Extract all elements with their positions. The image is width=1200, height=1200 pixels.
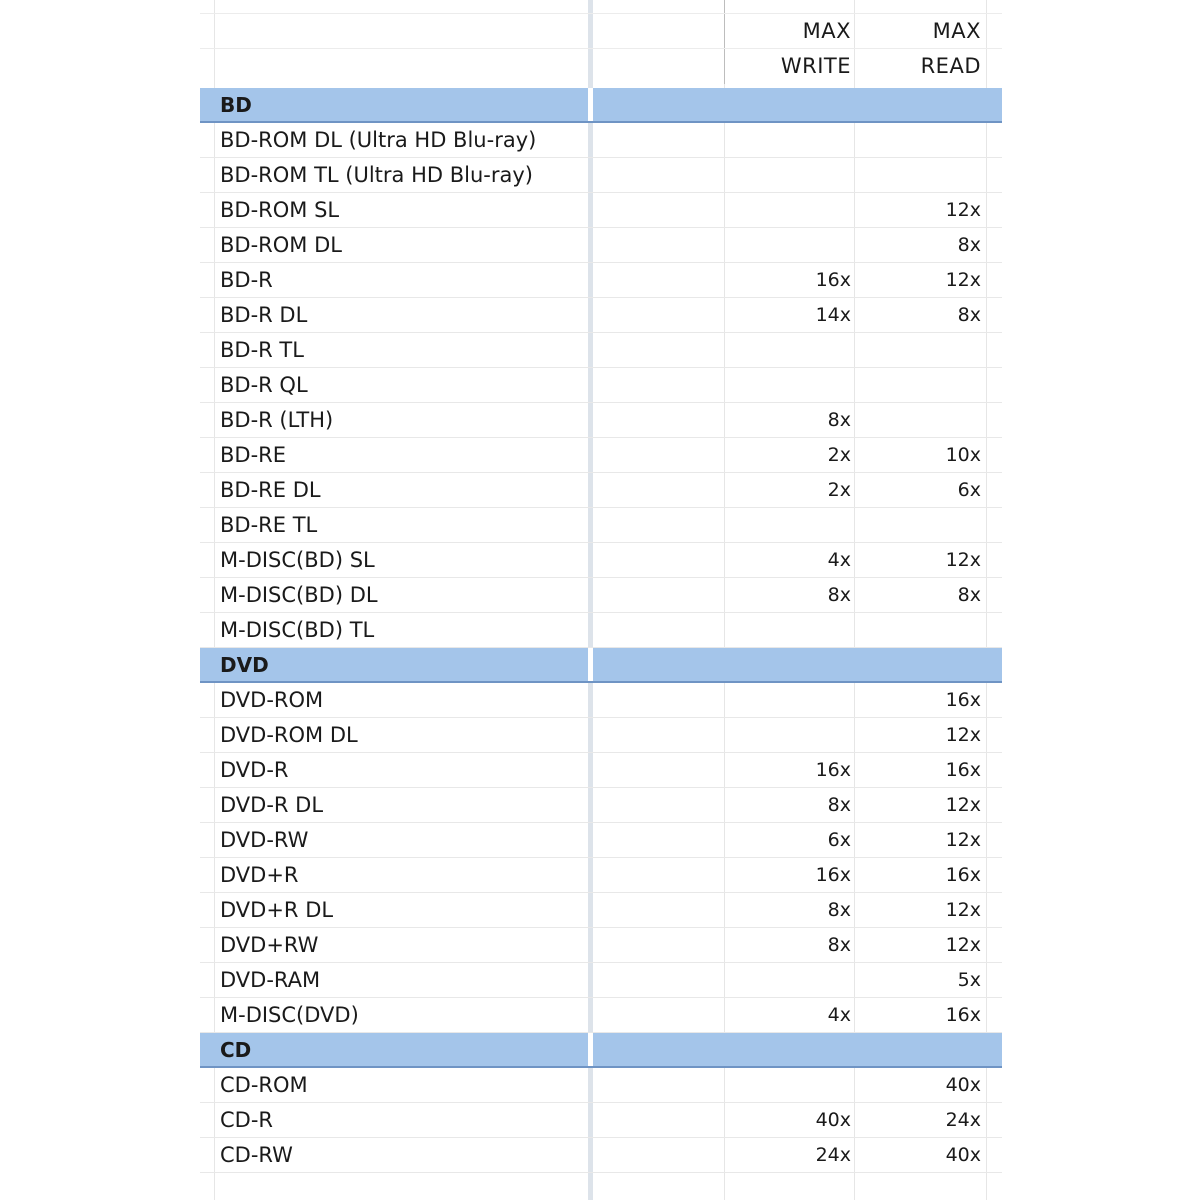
media-type-cell: BD-R: [220, 268, 273, 292]
table-row: [200, 613, 1002, 648]
media-type-cell: BD-ROM DL (Ultra HD Blu-ray): [220, 128, 537, 152]
table-row: [200, 928, 1002, 963]
max-write-cell: 4x: [827, 1004, 851, 1026]
media-type-cell: DVD+RW: [220, 933, 319, 957]
table-row: [200, 508, 1002, 543]
max-read-cell: 8x: [957, 234, 981, 256]
max-read-cell: 12x: [945, 724, 981, 746]
media-type-cell: DVD-ROM: [220, 688, 324, 712]
media-type-cell: BD-R TL: [220, 338, 304, 362]
media-type-cell: BD-RE TL: [220, 513, 318, 537]
max-write-cell: [725, 333, 851, 368]
table-row: [200, 403, 1002, 438]
max-read-cell: [855, 123, 981, 158]
table-row: [200, 438, 1002, 473]
max-read-cell: [855, 613, 981, 648]
max-write-cell: [725, 88, 851, 123]
max-write-cell: [725, 193, 851, 228]
media-type-cell: BD-R QL: [220, 373, 308, 397]
max-write-cell: [725, 613, 851, 648]
max-write-cell: 6x: [827, 829, 851, 851]
media-type-cell: BD-R (LTH): [220, 408, 334, 432]
max-read-cell: 12x: [945, 934, 981, 956]
max-read-cell: 8x: [957, 304, 981, 326]
table-row: [200, 893, 1002, 928]
table-row: [200, 718, 1002, 753]
table-row: [200, 753, 1002, 788]
section-title: BD: [220, 93, 252, 117]
table-row: [200, 998, 1002, 1033]
max-write-cell: [725, 963, 851, 998]
table-row: [200, 578, 1002, 613]
max-write-cell: [725, 368, 851, 403]
max-read-cell: 12x: [945, 549, 981, 571]
max-read-cell: 12x: [945, 899, 981, 921]
max-write-cell: 2x: [827, 444, 851, 466]
max-write-cell: 4x: [827, 549, 851, 571]
max-read-cell: 12x: [945, 794, 981, 816]
max-read-cell: 10x: [945, 444, 981, 466]
max-write-cell: 40x: [815, 1109, 851, 1131]
media-type-cell: CD-ROM: [220, 1073, 308, 1097]
max-read-cell: [855, 88, 981, 123]
table-row: [200, 123, 1002, 158]
max-read-cell: 40x: [945, 1144, 981, 1166]
max-write-cell: [725, 718, 851, 753]
max-write-cell: 8x: [827, 584, 851, 606]
table-row: [200, 788, 1002, 823]
max-write-cell: 8x: [827, 934, 851, 956]
section-title: DVD: [220, 653, 269, 677]
max-write-cell: 8x: [827, 794, 851, 816]
max-write-cell: 16x: [815, 759, 851, 781]
table-row: [200, 193, 1002, 228]
max-write-cell: [725, 1068, 851, 1103]
table-row: [200, 1103, 1002, 1138]
max-write-cell: [725, 158, 851, 193]
max-write-cell: 16x: [815, 269, 851, 291]
section-title: CD: [220, 1038, 252, 1062]
header-write-line1: MAX: [802, 19, 851, 43]
table-row: [200, 298, 1002, 333]
media-type-cell: CD-RW: [220, 1143, 293, 1167]
table-row: [200, 683, 1002, 718]
media-type-cell: BD-ROM DL: [220, 233, 342, 257]
max-read-cell: 12x: [945, 199, 981, 221]
max-read-cell: 16x: [945, 1004, 981, 1026]
table-row: [200, 823, 1002, 858]
table-row: [200, 263, 1002, 298]
media-type-cell: DVD-RAM: [220, 968, 321, 992]
max-write-cell: [725, 228, 851, 263]
table-row: [200, 1068, 1002, 1103]
header-read-line1: MAX: [932, 19, 981, 43]
max-read-cell: 12x: [945, 829, 981, 851]
table-row: [200, 543, 1002, 578]
header-write-line2: WRITE: [780, 54, 851, 78]
section-header-row: [200, 88, 1002, 123]
media-type-cell: DVD-RW: [220, 828, 309, 852]
media-type-cell: CD-R: [220, 1108, 274, 1132]
table-row: [200, 158, 1002, 193]
table-body: [200, 88, 1002, 1173]
max-write-cell: [725, 648, 851, 683]
max-write-cell: 8x: [827, 899, 851, 921]
media-type-cell: M-DISC(BD) SL: [220, 548, 375, 572]
section-header-row: [200, 648, 1002, 683]
max-write-cell: [725, 683, 851, 718]
max-read-cell: 6x: [957, 479, 981, 501]
media-type-cell: DVD+R DL: [220, 898, 334, 922]
speed-table: [200, 0, 1002, 1173]
max-write-cell: 16x: [815, 864, 851, 886]
media-type-cell: BD-R DL: [220, 303, 308, 327]
table-row: [200, 228, 1002, 263]
max-write-cell: 2x: [827, 479, 851, 501]
max-read-cell: 5x: [957, 969, 981, 991]
table-row: [200, 858, 1002, 893]
section-header-row: [200, 1033, 1002, 1068]
media-type-cell: M-DISC(BD) DL: [220, 583, 378, 607]
media-type-cell: BD-ROM SL: [220, 198, 340, 222]
media-type-cell: M-DISC(BD) TL: [220, 618, 375, 642]
table-row: [200, 368, 1002, 403]
max-write-cell: [725, 123, 851, 158]
table-row: [200, 333, 1002, 368]
media-type-cell: DVD-ROM DL: [220, 723, 358, 747]
max-read-cell: 8x: [957, 584, 981, 606]
max-read-cell: 16x: [945, 864, 981, 886]
media-type-cell: BD-ROM TL (Ultra HD Blu-ray): [220, 163, 533, 187]
table-row: [200, 473, 1002, 508]
max-write-cell: 8x: [827, 409, 851, 431]
max-read-cell: 12x: [945, 269, 981, 291]
media-type-cell: M-DISC(DVD): [220, 1003, 359, 1027]
max-read-cell: 24x: [945, 1109, 981, 1131]
max-write-cell: 24x: [815, 1144, 851, 1166]
table-row: [200, 1138, 1002, 1173]
max-read-cell: [855, 508, 981, 543]
media-type-cell: BD-RE DL: [220, 478, 321, 502]
max-read-cell: 40x: [945, 1074, 981, 1096]
max-write-cell: [725, 1033, 851, 1068]
max-write-cell: 14x: [815, 304, 851, 326]
max-read-cell: [855, 1033, 981, 1068]
max-write-cell: [725, 508, 851, 543]
media-type-cell: BD-RE: [220, 443, 287, 467]
max-read-cell: [855, 403, 981, 438]
max-read-cell: [855, 368, 981, 403]
media-type-cell: DVD-R DL: [220, 793, 324, 817]
max-read-cell: [855, 158, 981, 193]
table-header: [200, 0, 1002, 88]
max-read-cell: 16x: [945, 689, 981, 711]
header-read-line2: READ: [920, 54, 981, 78]
media-type-cell: DVD+R: [220, 863, 299, 887]
table-row: [200, 963, 1002, 998]
max-read-cell: 16x: [945, 759, 981, 781]
media-type-cell: DVD-R: [220, 758, 289, 782]
max-read-cell: [855, 648, 981, 683]
max-read-cell: [855, 333, 981, 368]
